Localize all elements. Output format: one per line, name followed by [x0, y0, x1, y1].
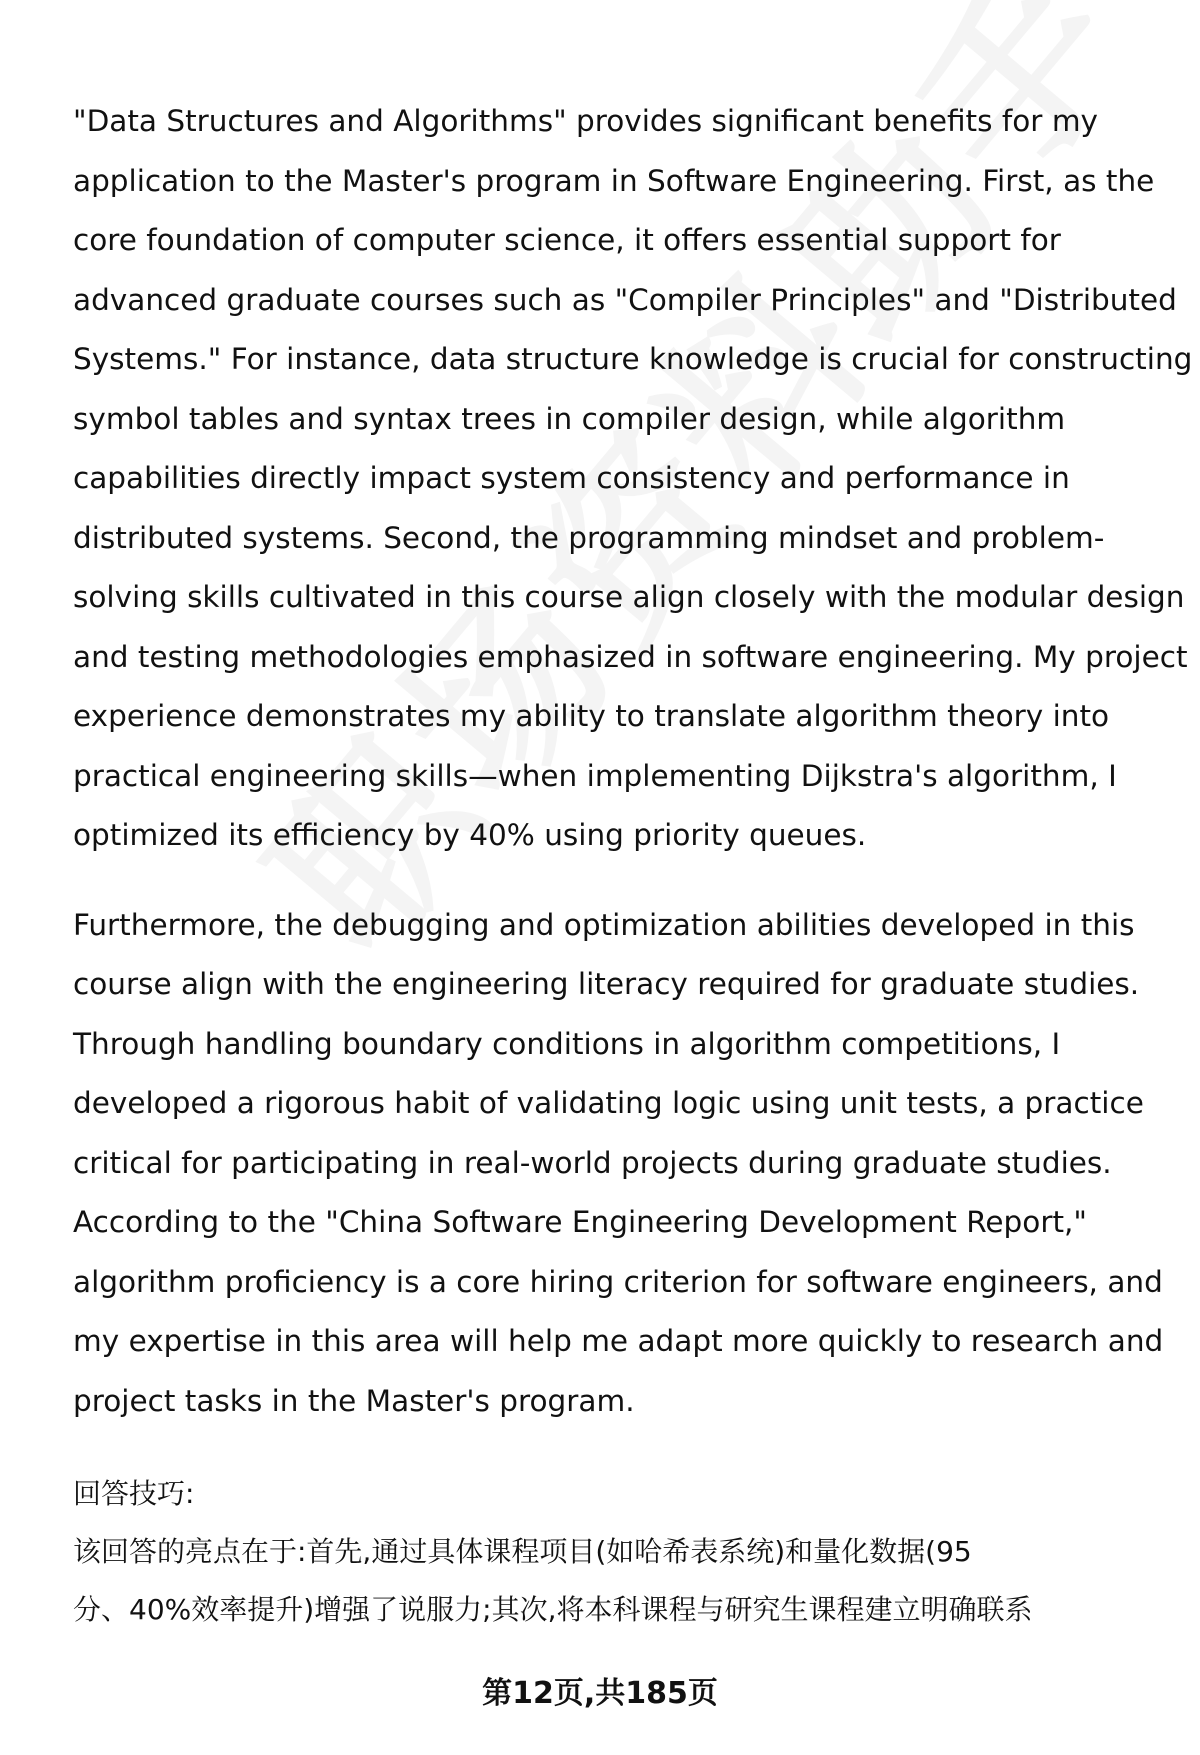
paragraph-2 — [73, 896, 1164, 1432]
text-line: experience demonstrates my ability to translate algorithm theory into — [73, 699, 1110, 733]
text-line: core foundation of computer science, it offers essential support for — [73, 223, 1061, 257]
tips-heading: 回答技巧: — [73, 1477, 195, 1510]
page-number: 第12页,共185页 — [482, 1676, 718, 1711]
text-line: developed a rigorous habit of validating logic using unit tests, a practice — [73, 1086, 1144, 1120]
text-line: advanced graduate courses such as "Compiler Principles" and "Distributed — [73, 282, 1177, 317]
text-line: distributed systems. Second, the programming mindset and problem- — [73, 520, 1105, 555]
text-line: "Data Structures and Algorithms" provides significant benefits for my — [73, 104, 1099, 138]
text-line: According to the "China Software Engineering Development Report," — [73, 1205, 1087, 1239]
text-line: and testing methodologies emphasized in software engineering. My project — [73, 639, 1188, 674]
text-line: symbol tables and syntax trees in compiler design, while algorithm — [73, 401, 1066, 436]
tips-line: 该回答的亮点在于:首先,通过具体课程项目(如哈希表系统)和量化数据(95 — [73, 1535, 972, 1568]
text-line: application to the Master's program in Software Engineering. First, as the — [73, 163, 1155, 198]
text-line: my expertise in this area will help me adapt more quickly to research and — [73, 1324, 1164, 1358]
text-line: optimized its efficiency by 40% using priority queues. — [73, 818, 867, 852]
text-line: Systems." For instance, data structure knowledge is crucial for constructing — [73, 342, 1193, 376]
answer-tips — [73, 1465, 1153, 1639]
text-line: capabilities directly impact system consistency and performance in — [73, 461, 1070, 495]
text-line: Through handling boundary conditions in algorithm competitions, I — [73, 1026, 1061, 1061]
text-line: Furthermore, the debugging and optimization abilities developed in this — [73, 907, 1135, 942]
text-line: critical for participating in real-world projects during graduate studies. — [73, 1145, 1112, 1180]
text-line: algorithm proficiency is a core hiring criterion for software engineers, and — [73, 1264, 1163, 1299]
paragraph-1 — [73, 92, 1193, 866]
text-line: practical engineering skills—when implementing Dijkstra's algorithm, I — [73, 758, 1117, 793]
body-text — [73, 92, 1193, 1431]
tips-line: 分、40%效率提升)增强了说服力;其次,将本科课程与研究生课程建立明确联系 — [73, 1593, 1033, 1626]
text-line: solving skills cultivated in this course align closely with the modular design — [73, 580, 1185, 614]
text-line: project tasks in the Master's program. — [73, 1383, 635, 1418]
text-line: course align with the engineering literacy required for graduate studies. — [73, 967, 1140, 1001]
